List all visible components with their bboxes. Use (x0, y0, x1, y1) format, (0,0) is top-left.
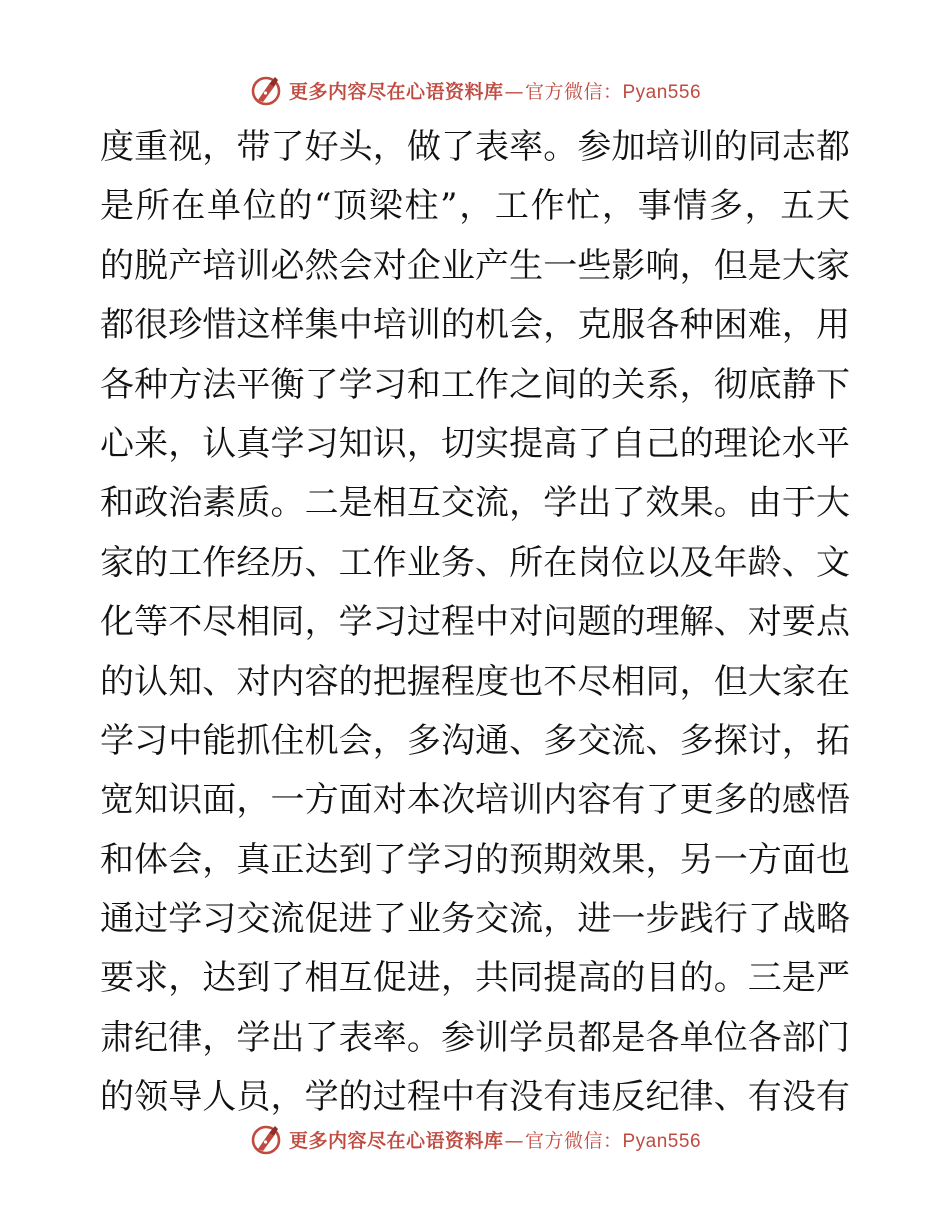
document-body (100, 118, 850, 1128)
body-line: 家的工作经历、工作业务、所在岗位以及年龄、文 (100, 542, 850, 583)
banner-wechat-id: Pyan556 (622, 81, 702, 103)
banner-site-name: 更多内容尽在心语资料库 (288, 80, 504, 103)
body-line: 和政治素质。二是相互交流，学出了效果。由于大 (100, 483, 850, 524)
banner-wechat-label: 官方微信： (524, 80, 623, 103)
banner-text (289, 1126, 701, 1153)
body-line: 的认知、对内容的把握程度也不尽相同，但大家在 (100, 661, 850, 702)
banner-wechat-label: 官方微信： (524, 1129, 623, 1152)
header-watermark-banner (0, 68, 950, 112)
body-line: 通过学习交流促进了业务交流，进一步践行了战略 (100, 899, 850, 940)
body-line: 是所在单位的“顶梁柱”，工作忙，事情多，五天 (100, 186, 850, 227)
body-line: 度重视，带了好头，做了表率。参加培训的同志都 (100, 127, 850, 167)
pen-nib-logo-icon (249, 73, 283, 107)
body-line: 学习中能抓住机会，多沟通、多交流、多探讨，拓 (100, 720, 850, 761)
banner-separator: — (504, 80, 524, 103)
pen-nib-logo-icon (249, 1122, 283, 1156)
banner-text (289, 77, 701, 104)
body-line: 化等不尽相同，学习过程中对问题的理解、对要点 (100, 602, 850, 643)
body-line: 要求，达到了相互促进，共同提高的目的。三是严 (100, 958, 850, 999)
body-line: 的领导人员，学的过程中有没有违反纪律、有没有 (100, 1077, 850, 1118)
body-line: 都很珍惜这样集中培训的机会，克服各种困难，用 (100, 305, 850, 346)
body-line: 各种方法平衡了学习和工作之间的关系，彻底静下 (100, 364, 850, 405)
body-line: 心来，认真学习知识，切实提高了自己的理论水平 (100, 423, 850, 464)
banner-site-name: 更多内容尽在心语资料库 (288, 1129, 504, 1152)
body-line: 肃纪律，学出了表率。参训学员都是各单位各部门 (100, 1017, 850, 1058)
body-line: 的脱产培训必然会对企业产生一些影响，但是大家 (100, 245, 850, 286)
banner-separator: — (504, 1129, 524, 1152)
footer-watermark-banner (0, 1117, 950, 1161)
body-line: 和体会，真正达到了学习的预期效果，另一方面也 (100, 839, 850, 880)
banner-wechat-id: Pyan556 (622, 1130, 702, 1152)
body-line: 宽知识面，一方面对本次培训内容有了更多的感悟 (100, 780, 850, 821)
